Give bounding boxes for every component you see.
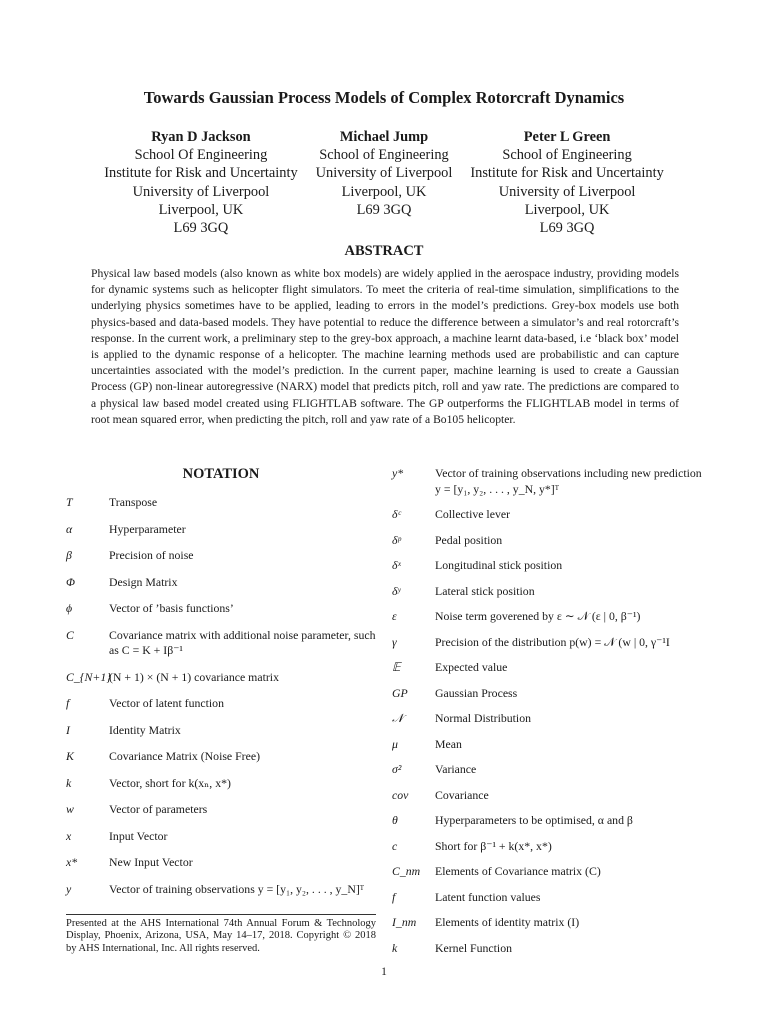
- notation-entry: [392, 466, 710, 497]
- notation-description: Gaussian Process: [435, 685, 518, 700]
- notation-entry: [66, 829, 376, 845]
- notation-entry: [66, 776, 376, 792]
- notation-entry: [392, 890, 710, 906]
- notation-description: Covariance matrix with additional noise parameter, such as C = K + Iβ⁻¹: [109, 627, 376, 657]
- notation-entry: [392, 558, 710, 574]
- notation-entry: [66, 495, 376, 511]
- notation-entry: [392, 533, 710, 549]
- notation-description: Vector of training observations y = [y₁, y₂, . . . , y_N]ᵀ: [109, 881, 365, 896]
- notation-symbol: δᶜ: [392, 507, 401, 521]
- notation-description: Precision of noise: [109, 548, 194, 562]
- notation-symbol: σ²: [392, 762, 402, 776]
- notation-description: Noise term goverened by ε ∼ 𝒩 (ε | 0, β⁻¹): [435, 609, 641, 623]
- notation-entry: [66, 723, 376, 739]
- notation-symbol: C_nm: [392, 864, 421, 878]
- author-affiliation: L69 3GQ: [539, 220, 595, 237]
- notation-description: Kernel Function: [435, 940, 512, 955]
- notation-description: Mean: [435, 736, 462, 751]
- author-name: Michael Jump: [339, 129, 429, 145]
- notation-symbol: α: [66, 521, 73, 536]
- notation-entry: [66, 802, 376, 818]
- notation-description: Vector of ’basis functions’: [109, 601, 234, 615]
- author-affiliation: L69 3GQ: [356, 201, 412, 218]
- notation-symbol: δᵖ: [392, 532, 401, 547]
- notation-symbol: C: [66, 627, 74, 642]
- notation-symbol: cov: [392, 787, 409, 802]
- author-name: Peter L Green: [523, 129, 611, 145]
- notation-symbol: y*: [392, 466, 404, 480]
- notation-symbol: k: [392, 940, 398, 955]
- notation-description: Covariance Matrix (Noise Free): [109, 749, 261, 763]
- notation-left-column: [66, 466, 376, 907]
- notation-symbol: 𝒩: [392, 711, 404, 725]
- notation-entry: [392, 941, 710, 957]
- notation-entry: [392, 813, 710, 829]
- author-2: [316, 128, 453, 237]
- notation-description: Variance: [435, 762, 477, 776]
- notation-description: Vector of parameters: [109, 802, 208, 816]
- notation-symbol: c: [392, 838, 398, 853]
- notation-description: Vector, short for k(xₙ, x*): [109, 775, 231, 790]
- author-affiliation: School of Engineering: [319, 147, 449, 164]
- notation-description: Collective lever: [435, 507, 511, 521]
- abstract-heading: ABSTRACT: [344, 243, 424, 259]
- notation-symbol: T: [66, 495, 73, 509]
- notation-heading: NOTATION: [182, 466, 260, 482]
- notation-description: Longitudinal stick position: [435, 558, 563, 572]
- notation-description: Precision of the distribution p(w) = 𝒩 (w | 0, γ⁻¹I: [435, 634, 670, 649]
- notation-symbol: f: [66, 696, 70, 710]
- author-affiliation: Liverpool, UK: [341, 183, 427, 200]
- notation-symbol: γ: [392, 634, 397, 649]
- notation-right-column: [392, 466, 710, 966]
- notation-description: Expected value: [435, 660, 508, 674]
- notation-entry: [66, 696, 376, 712]
- notation-entry: [392, 609, 710, 625]
- notation-entry: [66, 670, 376, 686]
- author-affiliation: Liverpool, UK: [158, 201, 244, 218]
- notation-symbol: θ: [392, 813, 398, 827]
- notation-symbol: w: [66, 802, 74, 816]
- notation-entry: [66, 548, 376, 564]
- author-affiliation: L69 3GQ: [173, 220, 229, 237]
- notation-entry: [392, 660, 710, 676]
- notation-entry: [66, 749, 376, 765]
- notation-symbol: x: [66, 828, 72, 843]
- notation-list-left: [66, 495, 376, 897]
- notation-entry: [66, 522, 376, 538]
- notation-symbol: I: [66, 722, 70, 737]
- footnote: Presented at the AHS International 74th Annual Forum & Technology Display, Phoenix, Arizona, USA, May 14–17, 2018. Copyright © 2018 by AHS International, Inc. All rights reserved.: [66, 914, 376, 955]
- notation-symbol: Φ: [66, 574, 75, 589]
- notation-entry: [392, 686, 710, 702]
- notation-description: Pedal position: [435, 532, 503, 547]
- author-3: [470, 128, 663, 237]
- notation-symbol: μ: [392, 736, 398, 751]
- notation-description: Vector of latent function: [109, 696, 224, 710]
- notation-description: Elements of identity matrix (I): [435, 915, 580, 929]
- author-affiliation: Institute for Risk and Uncertainty: [470, 165, 664, 182]
- notation-entry: [66, 575, 376, 591]
- notation-description: Normal Distribution: [435, 711, 532, 725]
- notation-list-right: [392, 466, 710, 956]
- notation-description: Vector of training observations including new prediction y = [y₁, y₂, . . . , y_N, y*]ᵀ: [435, 466, 702, 496]
- notation-entry: [392, 788, 710, 804]
- notation-entry: [66, 601, 376, 617]
- notation-entry: [392, 711, 710, 727]
- notation-symbol: k: [66, 775, 72, 790]
- notation-entry: [392, 839, 710, 855]
- notation-symbol: x*: [66, 855, 78, 869]
- author-affiliation: University of Liverpool: [315, 165, 453, 182]
- notation-description: (N + 1) × (N + 1) covariance matrix: [109, 669, 279, 684]
- author-affiliation: University of Liverpool: [498, 183, 636, 200]
- notation-symbol: β: [66, 548, 72, 562]
- notation-description: Elements of Covariance matrix (C): [435, 864, 601, 878]
- notation-description: Latent function values: [435, 889, 541, 904]
- notation-description: Hyperparameters to be optimised, α and β: [435, 813, 633, 827]
- author-affiliation: School of Engineering: [502, 147, 632, 164]
- author-affiliation: Institute for Risk and Uncertainty: [104, 165, 298, 182]
- notation-symbol: f: [392, 889, 396, 904]
- notation-symbol: K: [66, 749, 74, 763]
- notation-description: Identity Matrix: [109, 722, 181, 737]
- notation-symbol: GP: [392, 685, 408, 700]
- author-affiliation: Liverpool, UK: [524, 201, 610, 218]
- notation-description: Input Vector: [109, 828, 168, 843]
- notation-entry: [392, 635, 710, 651]
- abstract-text: Physical law based models (also known as white box models) are widely applied in the aerospace industry, providing models for dynamic systems such as helicopter flight simulators. To meet the criteria of real-time simulation, simplifications to the underlying physics sometimes have to be applied, leading to errors in the model’s predictions. Grey-box models use both physics-based and data-based models. They have potential to reduce the difference between a simulator’s and real rotorcraft’s response. In the current work, a preliminary step to the grey-box approach, a machine learnt data-based, i.e ‘black box’ model is applied to the dynamic response of a helicopter. The machine learning methods used are probabilistic and can capture uncertainties associated with the model’s prediction. In the current paper, machine learning is used to create a Gaussian Process (GP) non-linear autoregressive (NARX) model that predicts pitch, roll and yaw rate. The predictions are compared to a physical law based model created using FLIGHTLAB software. The GP outperforms the FLIGHTLAB model in terms of root mean squared error, when predicting the pitch, roll and yaw rate of a Bo105 helicopter.: [91, 267, 679, 426]
- notation-entry: [66, 855, 376, 871]
- notation-symbol: δˣ: [392, 558, 401, 572]
- notation-symbol: I_nm: [392, 915, 417, 929]
- notation-entry: [392, 915, 710, 931]
- author-block: [0, 128, 768, 237]
- notation-entry: [392, 762, 710, 778]
- notation-symbol: 𝔼: [392, 660, 401, 674]
- author-affiliation: University of Liverpool: [132, 183, 270, 200]
- notation-description: Transpose: [109, 495, 158, 509]
- notation-entry: [66, 628, 376, 659]
- notation-entry: [392, 864, 710, 880]
- author-1: [104, 128, 297, 237]
- notation-description: Short for β⁻¹ + k(x*, x*): [435, 838, 552, 853]
- notation-description: Lateral stick position: [435, 583, 535, 598]
- notation-symbol: C_{N+1}: [66, 669, 111, 684]
- notation-description: Design Matrix: [109, 574, 178, 589]
- notation-entry: [66, 882, 376, 898]
- notation-symbol: ε: [392, 609, 397, 623]
- author-affiliation: School Of Engineering: [134, 147, 268, 164]
- paper-title: Towards Gaussian Process Models of Complex Rotorcraft Dynamics: [143, 88, 625, 107]
- notation-entry: [392, 584, 710, 600]
- notation-symbol: ϕ: [66, 601, 73, 615]
- page-number: 1: [381, 966, 387, 978]
- notation-entry: [392, 737, 710, 753]
- author-name: Ryan D Jackson: [151, 129, 251, 145]
- notation-symbol: δʸ: [392, 583, 401, 598]
- notation-symbol: y: [66, 881, 72, 896]
- notation-description: Hyperparameter: [109, 521, 186, 536]
- notation-description: Covariance: [435, 787, 489, 802]
- notation-entry: [392, 507, 710, 523]
- notation-description: New Input Vector: [109, 855, 193, 869]
